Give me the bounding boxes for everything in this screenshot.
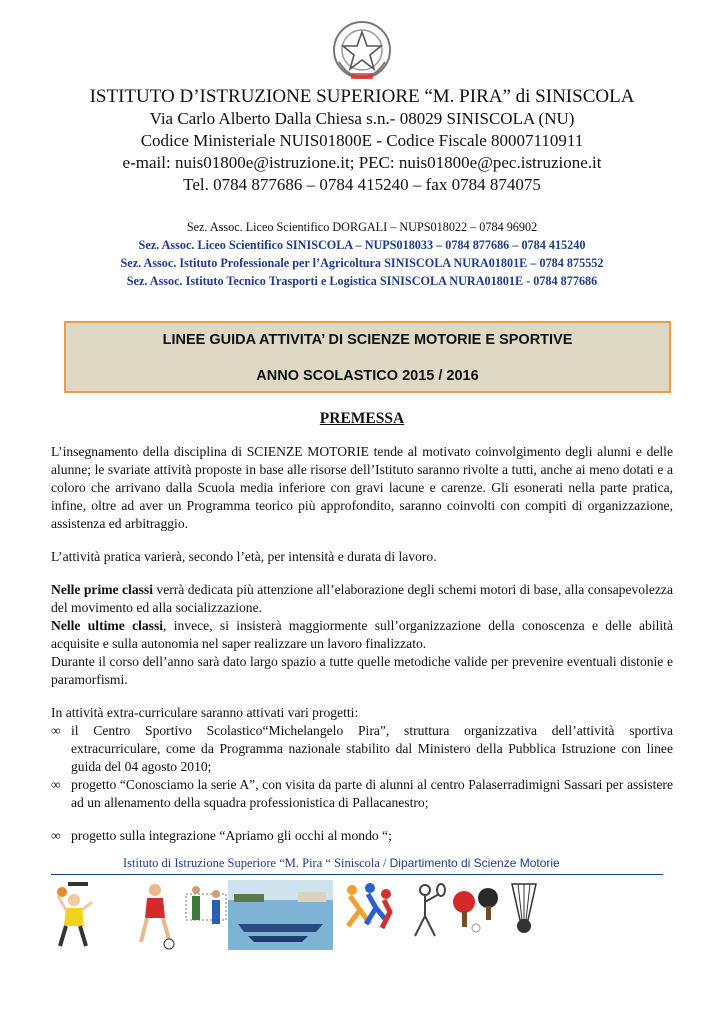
school-codes: Codice Ministeriale NUIS01800E - Codice Fiscale 80007110911 xyxy=(140,131,584,150)
school-header xyxy=(0,86,724,196)
footer-department: Dipartimento di Scienze Motorie xyxy=(389,856,560,870)
section-heading-premessa: PREMESSA xyxy=(319,410,405,427)
tennis-player-icon xyxy=(403,880,447,940)
branch-line: Sez. Assoc. Istituto Tecnico Trasporti e Logistica SINISCOLA NURA01801E - 0784 877686 xyxy=(126,274,598,288)
list-item-text: progetto “Conosciamo la serie A”, con visita da parte di alunni al centro Palaserradimigni Sassari per assistere ad un allenamento della squadra professionistica di Pallacanestro; xyxy=(71,777,673,810)
sports-illustrations xyxy=(48,880,688,952)
volleyball-players-icon xyxy=(184,880,228,940)
page-footer xyxy=(51,856,663,875)
badminton-shuttlecock-icon xyxy=(506,880,542,944)
school-phones: Tel. 0784 877686 – 0784 415240 – fax 0784 874075 xyxy=(183,175,541,194)
paragraph-text: verrà dedicata più attenzione all’elaborazione degli schemi motori di base, alla consapevolezza del movimento ed alla socializzazione. xyxy=(51,582,673,615)
list-item xyxy=(51,722,673,776)
list-item xyxy=(51,776,673,812)
table-tennis-icon xyxy=(448,880,506,940)
paragraph: L’insegnamento della disciplina di SCIENZE MOTORIE tende al motivato coinvolgimento degli alunni e delle alunne; le svariate attività proposte in base alle risorse dell’Istituto saranno rivolte a tutti, anche ai meno dotati e a coloro che arrivano dalla Scuola media inferiore con gravi lacune e carenze. Gli esonerati nella parte pratica, infine, oltre ad aver un Programma teorico più approfondito, saranno coinvolti con compiti di organizzazione, assistenza ed arbitraggio. xyxy=(51,444,673,531)
list-item-text: progetto sulla integrazione “Apriamo gli occhi al mondo “; xyxy=(71,828,392,843)
basketball-player-icon xyxy=(48,880,100,950)
list-item-text: il Centro Sportivo Scolastico“Michelangelo Pira”, struttura organizzativa dell’attività sportiva extracurriculare, come da Programma nazionale stabilito dal Ministero della Pubblica Istruzione con linee guida del 04 agosto 2010; xyxy=(71,723,673,774)
infinity-bullet-icon: ∞ xyxy=(51,723,61,738)
document-body xyxy=(51,443,673,845)
footer-school: Istituto di Istruzione Superiore “M. Pira “ Siniscola xyxy=(123,856,380,870)
paragraph-text: , invece, si insisterà maggiormente sull’organizzazione della conoscenza e delle abilità acquisite e sulla autonomia nel saper realizzare un lavoro finalizzato. xyxy=(51,618,673,651)
paragraph-bold-lead: Nelle prime classi xyxy=(51,582,153,597)
infinity-bullet-icon: ∞ xyxy=(51,777,61,792)
soccer-player-icon xyxy=(133,880,177,950)
paragraph: In attività extra-curriculare saranno attivati vari progetti: xyxy=(51,705,359,720)
paragraph-first-classes xyxy=(51,581,673,617)
branch-sections xyxy=(0,218,724,290)
paragraph-last-classes xyxy=(51,617,673,653)
school-name: ISTITUTO D’ISTRUZIONE SUPERIORE “M. PIRA” di SINISCOLA xyxy=(89,86,635,107)
runners-icon xyxy=(340,880,398,940)
branch-line: Sez. Assoc. Liceo Scientifico SINISCOLA – NUPS018033 – 0784 877686 – 0784 415240 xyxy=(138,238,586,252)
rowing-boats-photo xyxy=(228,880,333,950)
footer-text xyxy=(123,856,560,871)
list-item xyxy=(51,827,673,845)
branch-line: Sez. Assoc. Istituto Professionale per l’Agricoltura SINISCOLA NURA01801E – 0784 875552 xyxy=(120,256,604,270)
school-year: ANNO SCOLASTICO 2015 / 2016 xyxy=(256,368,479,384)
infinity-bullet-icon: ∞ xyxy=(51,828,61,843)
paragraph: Durante il corso dell’anno sarà dato largo spazio a tutte quelle metodiche valide per prevenire eventuali distonie e paramorfismi. xyxy=(51,654,673,687)
school-address: Via Carlo Alberto Dalla Chiesa s.n.- 08029 SINISCOLA (NU) xyxy=(149,109,575,128)
branch-line: Sez. Assoc. Liceo Scientifico DORGALI – NUPS018022 – 0784 96902 xyxy=(186,220,538,234)
project-list xyxy=(51,722,673,845)
paragraph-bold-lead: Nelle ultime classi xyxy=(51,618,164,633)
document-title-box xyxy=(64,321,671,393)
paragraph: L’attività pratica varierà, secondo l’età, per intensità e durata di lavoro. xyxy=(51,549,437,564)
school-email: e-mail: nuis01800e@istruzione.it; PEC: nuis01800e@pec.istruzione.it xyxy=(122,153,602,172)
italian-republic-emblem xyxy=(329,18,395,84)
document-title: LINEE GUIDA ATTIVITA’ DI SCIENZE MOTORIE E SPORTIVE xyxy=(162,332,573,348)
footer-separator: / xyxy=(379,856,390,870)
